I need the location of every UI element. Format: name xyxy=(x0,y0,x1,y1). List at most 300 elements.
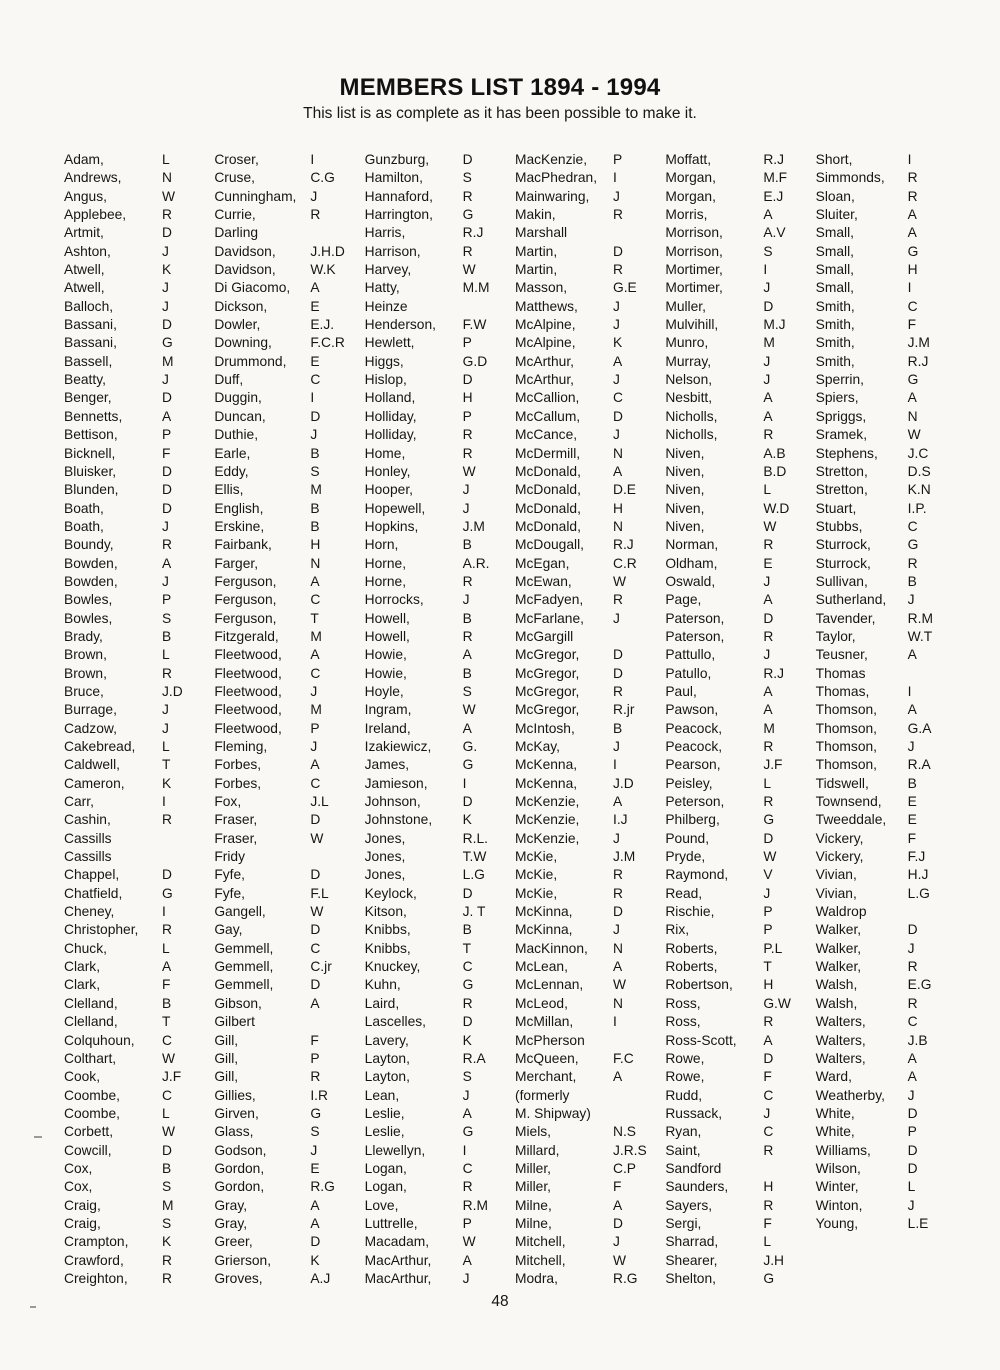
member-initials: G.A xyxy=(907,720,932,736)
member-row xyxy=(64,463,206,481)
member-row xyxy=(515,389,657,407)
member-name: Horn, xyxy=(364,537,399,553)
member-name: Morrison, xyxy=(665,243,723,259)
member-name: Croser, xyxy=(214,152,259,167)
member-initials: P.L xyxy=(763,940,783,956)
members-column xyxy=(515,151,657,1288)
member-row xyxy=(665,1068,807,1086)
member-row xyxy=(816,1105,958,1123)
member-initials: R.M xyxy=(907,610,933,626)
member-name: Christopher, xyxy=(64,922,139,938)
member-name: Peisley, xyxy=(665,775,713,791)
member-row xyxy=(515,1068,657,1086)
member-row xyxy=(515,940,657,958)
member-row xyxy=(816,830,958,848)
member-name: McEwan, xyxy=(514,573,572,589)
member-initials: D xyxy=(612,647,623,663)
member-row xyxy=(214,371,356,389)
member-name: McDermill, xyxy=(514,445,581,461)
member-initials: C xyxy=(462,959,473,975)
member-row xyxy=(515,1032,657,1050)
member-row xyxy=(365,1215,507,1233)
member-row xyxy=(64,518,206,536)
member-name: Coombe, xyxy=(64,1105,120,1121)
member-initials: W xyxy=(162,1124,176,1140)
member-row xyxy=(64,665,206,683)
member-row xyxy=(816,1050,958,1068)
member-initials: F xyxy=(763,1215,772,1231)
member-name: Fox, xyxy=(214,794,242,810)
member-name: Morrison, xyxy=(665,225,723,241)
member-initials: J xyxy=(907,940,915,956)
member-initials: D xyxy=(612,665,623,681)
member-initials: W xyxy=(162,1050,176,1066)
member-initials: L xyxy=(162,152,170,167)
member-row xyxy=(214,665,356,683)
member-initials: A xyxy=(907,1069,917,1085)
member-row xyxy=(665,701,807,719)
member-name: McIntosh, xyxy=(514,720,575,736)
member-row xyxy=(365,1068,507,1086)
member-row xyxy=(214,1160,356,1178)
member-row xyxy=(515,1050,657,1068)
member-row xyxy=(816,169,958,187)
member-initials: I.J xyxy=(612,812,628,828)
member-name: English, xyxy=(214,500,264,516)
member-initials: A xyxy=(612,1197,623,1213)
member-row xyxy=(665,628,807,646)
member-row xyxy=(665,1013,807,1031)
member-row xyxy=(515,206,657,224)
member-initials: R xyxy=(612,867,623,883)
member-row xyxy=(515,1013,657,1031)
member-row xyxy=(365,940,507,958)
member-row xyxy=(665,445,807,463)
member-row xyxy=(214,1215,356,1233)
member-row xyxy=(515,701,657,719)
member-name: Gray, xyxy=(214,1197,248,1213)
member-initials: J xyxy=(462,500,470,516)
member-name: M. Shipway) xyxy=(514,1105,591,1121)
member-row xyxy=(64,1087,206,1105)
member-name: Fleetwood, xyxy=(214,683,282,699)
member-row xyxy=(515,811,657,829)
member-name: Fraser, xyxy=(214,830,258,846)
member-name: Caldwell, xyxy=(64,757,120,773)
member-row xyxy=(665,1197,807,1215)
member-initials: G xyxy=(763,812,775,828)
member-row xyxy=(365,1178,507,1196)
member-row xyxy=(214,830,356,848)
member-row xyxy=(64,389,206,407)
member-row xyxy=(64,866,206,884)
member-row xyxy=(665,1105,807,1123)
member-initials: J xyxy=(310,739,318,754)
member-name: Walters, xyxy=(815,1032,866,1048)
member-initials: J xyxy=(162,702,169,718)
member-row xyxy=(816,1142,958,1160)
member-name: Cassills xyxy=(64,849,112,865)
member-name: Winton, xyxy=(815,1197,863,1213)
member-row xyxy=(64,408,206,426)
member-name: MacPhedran, xyxy=(514,170,598,186)
member-row xyxy=(64,921,206,939)
member-initials: C xyxy=(462,1160,473,1176)
member-row xyxy=(665,224,807,242)
member-initials: R.L. xyxy=(462,830,488,846)
member-initials: R.G xyxy=(612,1270,638,1286)
member-initials: R xyxy=(612,262,623,278)
member-row xyxy=(515,298,657,316)
member-initials: D xyxy=(612,243,623,259)
member-name: Colthart, xyxy=(64,1050,117,1066)
member-row xyxy=(816,243,958,261)
member-initials: D xyxy=(763,610,774,626)
member-row xyxy=(64,445,206,463)
member-name: Ireland, xyxy=(364,720,411,736)
member-row xyxy=(365,885,507,903)
member-initials: A xyxy=(612,959,623,975)
member-name: McKay, xyxy=(514,739,560,754)
member-name: Grierson, xyxy=(214,1252,272,1268)
member-initials: D xyxy=(907,922,918,938)
member-initials: G xyxy=(310,1105,322,1121)
member-row xyxy=(665,610,807,628)
member-initials: K xyxy=(310,1252,320,1268)
member-row xyxy=(214,389,356,407)
member-name: Sharrad, xyxy=(665,1234,719,1250)
member-name: Fraser, xyxy=(214,812,258,828)
member-name: Sluiter, xyxy=(815,207,858,223)
document-header xyxy=(0,74,1000,123)
member-name: McAlpine, xyxy=(514,335,576,351)
member-initials: I xyxy=(763,262,768,278)
member-name: Mainwaring, xyxy=(514,188,590,204)
member-row xyxy=(515,903,657,921)
member-name: Home, xyxy=(364,445,406,461)
member-name: Fleetwood, xyxy=(214,647,282,663)
member-name: Brown, xyxy=(64,665,107,681)
members-column xyxy=(214,151,356,1288)
member-row xyxy=(816,940,958,958)
member-name: Teusner, xyxy=(815,647,868,663)
member-name: Girven, xyxy=(214,1105,259,1121)
member-initials: A xyxy=(310,995,320,1011)
member-initials: C xyxy=(907,1014,918,1030)
member-name: Downing, xyxy=(214,335,272,351)
member-initials: J. T xyxy=(462,904,486,920)
member-row xyxy=(64,830,206,848)
member-name: Sandford xyxy=(665,1160,722,1176)
member-name: Masson, xyxy=(514,280,568,296)
member-name: Leslie, xyxy=(364,1124,405,1140)
member-name: Jamieson, xyxy=(364,775,428,791)
member-name: Johnstone, xyxy=(364,812,433,828)
member-initials: R xyxy=(763,1014,774,1030)
member-name: Fleetwood, xyxy=(214,665,282,681)
member-initials: R xyxy=(612,592,623,608)
member-name: Fyfe, xyxy=(214,867,245,883)
member-initials: J xyxy=(612,830,620,846)
member-name: Thomson, xyxy=(815,702,878,718)
member-row xyxy=(365,481,507,499)
member-row xyxy=(64,940,206,958)
member-row xyxy=(64,261,206,279)
member-name: Layton, xyxy=(364,1069,410,1085)
member-name: Holland, xyxy=(364,390,416,406)
member-initials: D xyxy=(462,372,473,388)
member-row xyxy=(64,976,206,994)
member-initials: P xyxy=(310,720,320,736)
member-initials: P xyxy=(763,904,773,920)
member-row xyxy=(365,1197,507,1215)
members-column xyxy=(665,151,807,1288)
member-row xyxy=(64,243,206,261)
member-name: Hopkins, xyxy=(364,518,419,534)
member-row xyxy=(665,940,807,958)
member-initials: A.J xyxy=(310,1270,331,1286)
member-name: McGargill xyxy=(514,628,574,644)
member-name: Drummond, xyxy=(214,353,287,369)
member-name: Simmonds, xyxy=(815,170,885,186)
member-name: Brown, xyxy=(64,647,107,663)
member-initials: S xyxy=(763,243,773,259)
member-initials: E xyxy=(763,555,773,571)
member-row xyxy=(365,1032,507,1050)
member-initials: E.J. xyxy=(310,317,335,333)
member-row xyxy=(665,885,807,903)
member-row xyxy=(816,958,958,976)
member-row xyxy=(515,445,657,463)
member-name: Makin, xyxy=(514,207,556,223)
member-name: Nelson, xyxy=(665,372,713,388)
member-name: Love, xyxy=(364,1197,399,1213)
page-title: MEMBERS LIST 1894 - 1994 xyxy=(339,74,661,101)
member-name: Horne, xyxy=(364,573,407,589)
member-name: McDougall, xyxy=(514,537,584,553)
member-row xyxy=(64,793,206,811)
member-name: Cheney, xyxy=(64,904,115,920)
member-name: Burrage, xyxy=(64,702,117,718)
member-row xyxy=(816,775,958,793)
member-initials: C.R xyxy=(612,555,637,571)
member-name: Miller, xyxy=(514,1160,552,1176)
member-name: McGregor, xyxy=(514,647,580,663)
member-row xyxy=(816,1178,958,1196)
member-name: Vickery, xyxy=(815,849,864,865)
member-name: Chappel, xyxy=(64,867,120,883)
member-name: Higgs, xyxy=(364,353,404,369)
member-row xyxy=(665,206,807,224)
member-name: Cox, xyxy=(64,1179,93,1195)
member-row xyxy=(816,1215,958,1233)
member-initials: A xyxy=(907,1050,917,1066)
member-name: Paul, xyxy=(665,683,697,699)
member-row xyxy=(365,921,507,939)
member-name: Boath, xyxy=(64,518,104,534)
member-initials: J xyxy=(162,720,169,736)
member-initials: W xyxy=(612,1252,627,1268)
member-row xyxy=(365,1233,507,1251)
member-initials: G.W xyxy=(763,995,791,1011)
member-initials: J.C xyxy=(907,445,929,461)
member-name: Gemmell, xyxy=(214,977,274,993)
member-initials: W xyxy=(763,849,777,865)
member-initials: D xyxy=(907,1105,918,1121)
member-initials: R xyxy=(907,555,918,571)
member-initials: C xyxy=(310,940,321,956)
page-footer xyxy=(0,1293,1000,1311)
member-row xyxy=(64,1215,206,1233)
member-name: Ferguson, xyxy=(214,610,277,626)
member-row xyxy=(665,481,807,499)
member-name: Smith, xyxy=(815,335,855,351)
member-name: Chatfield, xyxy=(64,885,123,901)
member-row xyxy=(214,1050,356,1068)
member-initials: B xyxy=(462,537,472,553)
member-initials: E.J xyxy=(763,188,784,204)
member-name: Lavery, xyxy=(364,1032,409,1048)
member-row xyxy=(214,683,356,701)
member-name: White, xyxy=(815,1105,855,1121)
member-row xyxy=(665,151,807,169)
member-row xyxy=(64,1050,206,1068)
member-initials: A xyxy=(462,720,472,736)
member-initials: G xyxy=(907,537,919,553)
member-name: Page, xyxy=(665,592,702,608)
member-row xyxy=(665,573,807,591)
member-initials: F xyxy=(162,977,171,993)
member-row xyxy=(515,628,657,646)
member-name: Artmit, xyxy=(64,225,104,241)
member-initials: I xyxy=(162,794,166,810)
member-initials: A xyxy=(763,592,773,608)
member-row xyxy=(816,481,958,499)
member-initials: J xyxy=(462,1270,470,1286)
member-name: Hoyle, xyxy=(364,683,404,699)
member-initials: S xyxy=(462,170,472,186)
member-name: McDonald, xyxy=(514,463,581,479)
member-initials: F xyxy=(612,1179,622,1195)
member-row xyxy=(515,555,657,573)
member-row xyxy=(365,518,507,536)
member-initials: K xyxy=(612,335,623,351)
member-name: McKenna, xyxy=(514,775,578,791)
member-name: Nicholls, xyxy=(665,408,718,424)
member-name: Luttrelle, xyxy=(364,1215,418,1231)
member-row xyxy=(665,646,807,664)
member-row xyxy=(214,408,356,426)
member-name: Modra, xyxy=(514,1270,558,1286)
member-name: Lean, xyxy=(364,1087,400,1103)
member-name: MacKinnon, xyxy=(514,940,588,956)
member-initials: J.L xyxy=(310,794,329,810)
members-column xyxy=(64,151,206,1288)
member-row xyxy=(515,756,657,774)
member-row xyxy=(515,1087,657,1105)
member-row xyxy=(515,1160,657,1178)
member-name: McCallion, xyxy=(514,390,580,406)
member-name: Fleming, xyxy=(214,739,268,754)
member-initials: J xyxy=(612,298,620,314)
member-initials: S xyxy=(162,1215,172,1231)
member-row xyxy=(64,151,206,169)
member-name: Erskine, xyxy=(214,518,265,534)
member-row xyxy=(665,334,807,352)
member-row xyxy=(665,408,807,426)
member-name: Small, xyxy=(815,262,854,278)
member-initials: S xyxy=(162,610,172,626)
member-name: Logan, xyxy=(364,1160,407,1176)
member-initials: B xyxy=(162,1160,172,1176)
member-row xyxy=(214,151,356,169)
member-initials: N xyxy=(612,940,623,956)
member-row xyxy=(64,646,206,664)
member-initials: F xyxy=(907,830,917,846)
member-initials: A xyxy=(763,390,773,406)
member-initials: I xyxy=(462,775,467,791)
member-name: Millard, xyxy=(514,1142,560,1158)
member-name: Paterson, xyxy=(665,610,725,626)
member-initials: B xyxy=(462,665,472,681)
member-name: Forbes, xyxy=(214,757,262,773)
member-initials: R xyxy=(162,207,172,223)
member-initials: F.C.R xyxy=(310,335,345,351)
member-initials: A xyxy=(162,555,172,571)
member-name: Stretton, xyxy=(815,463,868,479)
member-initials: K xyxy=(162,775,172,791)
member-name: Marshall xyxy=(514,225,568,241)
member-row xyxy=(816,1068,958,1086)
member-name: Howell, xyxy=(364,610,410,626)
member-initials: F xyxy=(310,1032,319,1048)
member-row xyxy=(214,756,356,774)
member-initials: J.H xyxy=(763,1252,785,1268)
member-row xyxy=(816,1123,958,1141)
member-initials: C xyxy=(310,665,321,681)
member-name: Rudd, xyxy=(665,1087,703,1103)
member-initials: J.F xyxy=(763,757,783,773)
member-name: MacKenzie, xyxy=(514,152,588,167)
member-initials: D xyxy=(310,408,321,424)
member-name: Gangell, xyxy=(214,904,266,920)
member-row xyxy=(816,756,958,774)
member-initials: G xyxy=(162,335,173,351)
member-row xyxy=(214,224,356,242)
member-name: White, xyxy=(815,1124,855,1140)
member-name: Weatherby, xyxy=(815,1087,885,1103)
member-name: Moffatt, xyxy=(665,152,712,167)
member-row xyxy=(816,665,958,683)
member-initials: G xyxy=(462,757,474,773)
member-name: Cruse, xyxy=(214,170,255,186)
member-row xyxy=(365,976,507,994)
member-name: Bassani, xyxy=(64,335,117,351)
member-initials: M.J xyxy=(763,317,786,333)
member-row xyxy=(214,261,356,279)
member-name: Cashin, xyxy=(64,812,111,828)
member-initials: F xyxy=(162,445,171,461)
member-initials: J.M xyxy=(462,518,485,534)
member-row xyxy=(665,848,807,866)
member-row xyxy=(365,316,507,334)
member-row xyxy=(64,1197,206,1215)
member-row xyxy=(64,555,206,573)
member-initials: R xyxy=(162,812,172,828)
member-row xyxy=(64,775,206,793)
member-name: Knuckey, xyxy=(364,959,421,975)
member-initials: W xyxy=(310,904,324,920)
